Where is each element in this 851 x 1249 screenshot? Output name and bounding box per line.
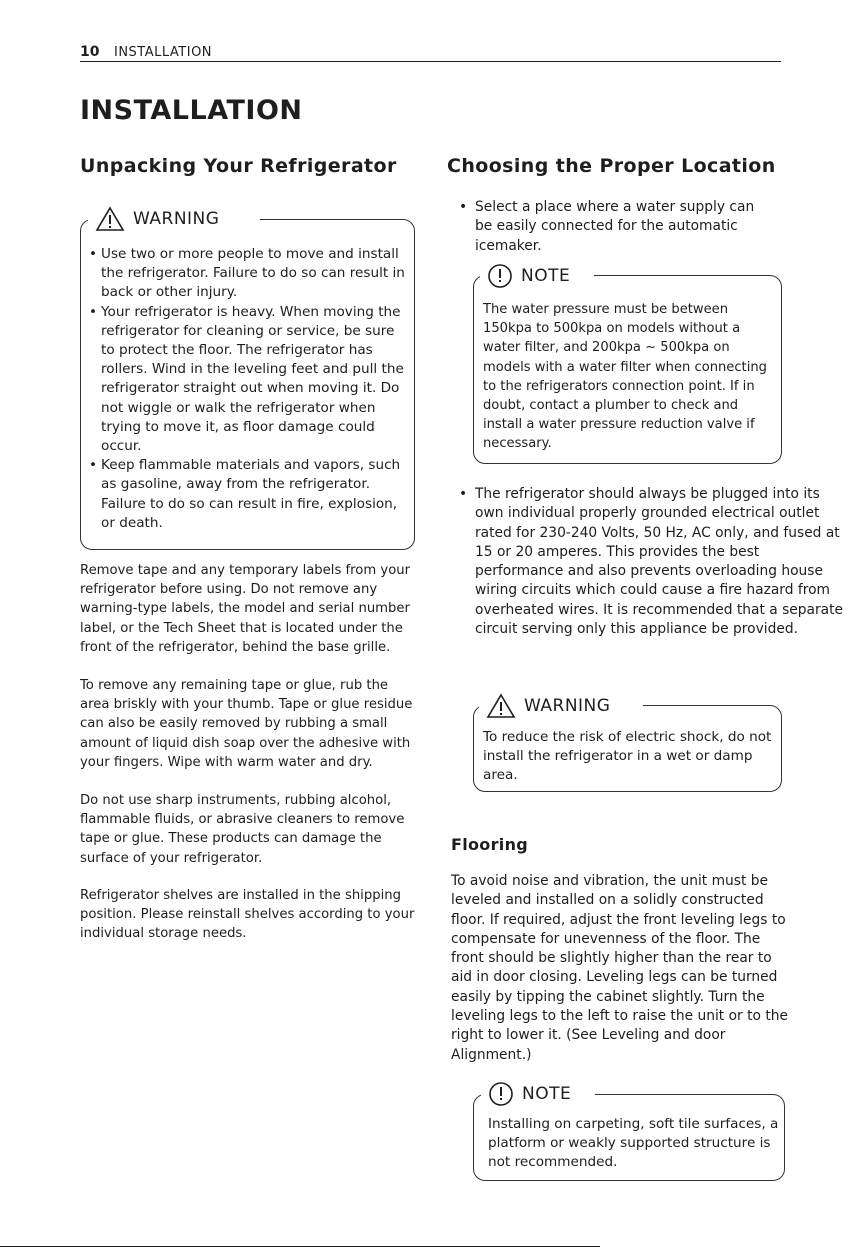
warning-header [88, 205, 260, 233]
note-label: NOTE [521, 266, 571, 286]
flooring-title: Flooring [451, 835, 529, 854]
warning2-text: To reduce the risk of electric shock, do not install the refrigerator in a wet or damp area. [483, 729, 772, 784]
warning-label: WARNING [133, 209, 220, 229]
location-bullet-2 [455, 485, 845, 639]
flooring-text: To avoid noise and vibration, the unit must be leveled and installed on a solidly constructed floor. If required, adjust the front leveling legs to compensate for unevenness of the floor. The front should be slightly higher than the rear to aid in door closing. Leveling legs can be turned easily by tipping the cabinet slightly. Turn the leveling legs to the left to raise the unit or to the right to lower it. (See Leveling and door Alignment.) [451, 873, 788, 1063]
warning2-header [479, 692, 643, 720]
note2-header [481, 1080, 595, 1108]
paragraph: Do not use sharp instruments, rubbing alcohol, flammable fluids, or abrasive cleaners to remove tape or glue. These products can damage the surface of your refrigerator. [80, 793, 405, 866]
page-title: INSTALLATION [80, 95, 303, 126]
note-text: The water pressure must be between 150kpa to 500kpa on models without a water filter, and 200kpa ~ 500kpa on models with a water filter when connecting to the refrigerators connection point. If in doubt, contact a plumber to check and install a water pressure reduction valve if necessary. [483, 302, 767, 452]
note-header [480, 262, 594, 290]
paragraph: Refrigerator shelves are installed in the shipping position. Please reinstall shelves according to your individual storage needs. [80, 888, 415, 942]
page-number: 10 [80, 44, 100, 60]
bullet-text: • The refrigerator should always be plugged into its own individual properly grounded electrical outlet rated for 230-240 Volts, 50 Hz, AC only, and fused at 15 or 20 amperes. This provides the best performance and also prevents overloading house wiring circuits which could cause a fire hazard from overheated wires. It is recommended that a separate circuit serving only this appliance be provided. [455, 485, 845, 639]
footer-rule [0, 1246, 600, 1247]
note-box-1 [473, 275, 782, 464]
warning-item: • Keep flammable materials and vapors, such as gasoline, away from the refrigerator. Failure to do so can result in fire, explosion, or death. [89, 456, 407, 533]
warning-list [89, 245, 407, 533]
paragraph: Remove tape and any temporary labels from your refrigerator before using. Do not remove any warning-type labels, the model and serial number label, or the Tech Sheet that is located under the front of the refrigerator, behind the base grille. [80, 563, 411, 655]
location-bullet-1 [455, 198, 775, 256]
warning-triangle-icon [95, 206, 125, 232]
warning-item: • Use two or more people to move and install the refrigerator. Failure to do so can result in back or other injury. [89, 245, 407, 303]
note2-label: NOTE [522, 1084, 572, 1104]
paragraph: To remove any remaining tape or glue, rub the area briskly with your thumb. Tape or glue residue can also be easily removed by rubbing a small amount of liquid dish soap over the adhesive with your fingers. Wipe with warm water and dry. [80, 678, 413, 770]
warning-triangle-icon [486, 693, 516, 719]
note2-text: Installing on carpeting, soft tile surfaces, a platform or weakly supported structure is not recommended. [488, 1116, 779, 1171]
warning2-label: WARNING [524, 696, 611, 716]
header-rule [80, 61, 781, 62]
exclamation-circle-icon [488, 1081, 514, 1107]
running-header: INSTALLATION [114, 45, 213, 60]
section-title-unpacking: Unpacking Your Refrigerator [80, 155, 397, 177]
bullet-text: • Select a place where a water supply can be easily connected for the automatic icemaker. [455, 198, 775, 256]
warning-item: • Your refrigerator is heavy. When moving the refrigerator for cleaning or service, be sure to protect the floor. The refrigerator has rollers. Wind in the leveling feet and pull the refrigerator straight out when moving it. Do not wiggle or walk the refrigerator when trying to move it, as floor damage could occur. [89, 303, 407, 457]
section-title-location: Choosing the Proper Location [447, 155, 776, 177]
warning-box [80, 219, 415, 550]
exclamation-circle-icon [487, 263, 513, 289]
